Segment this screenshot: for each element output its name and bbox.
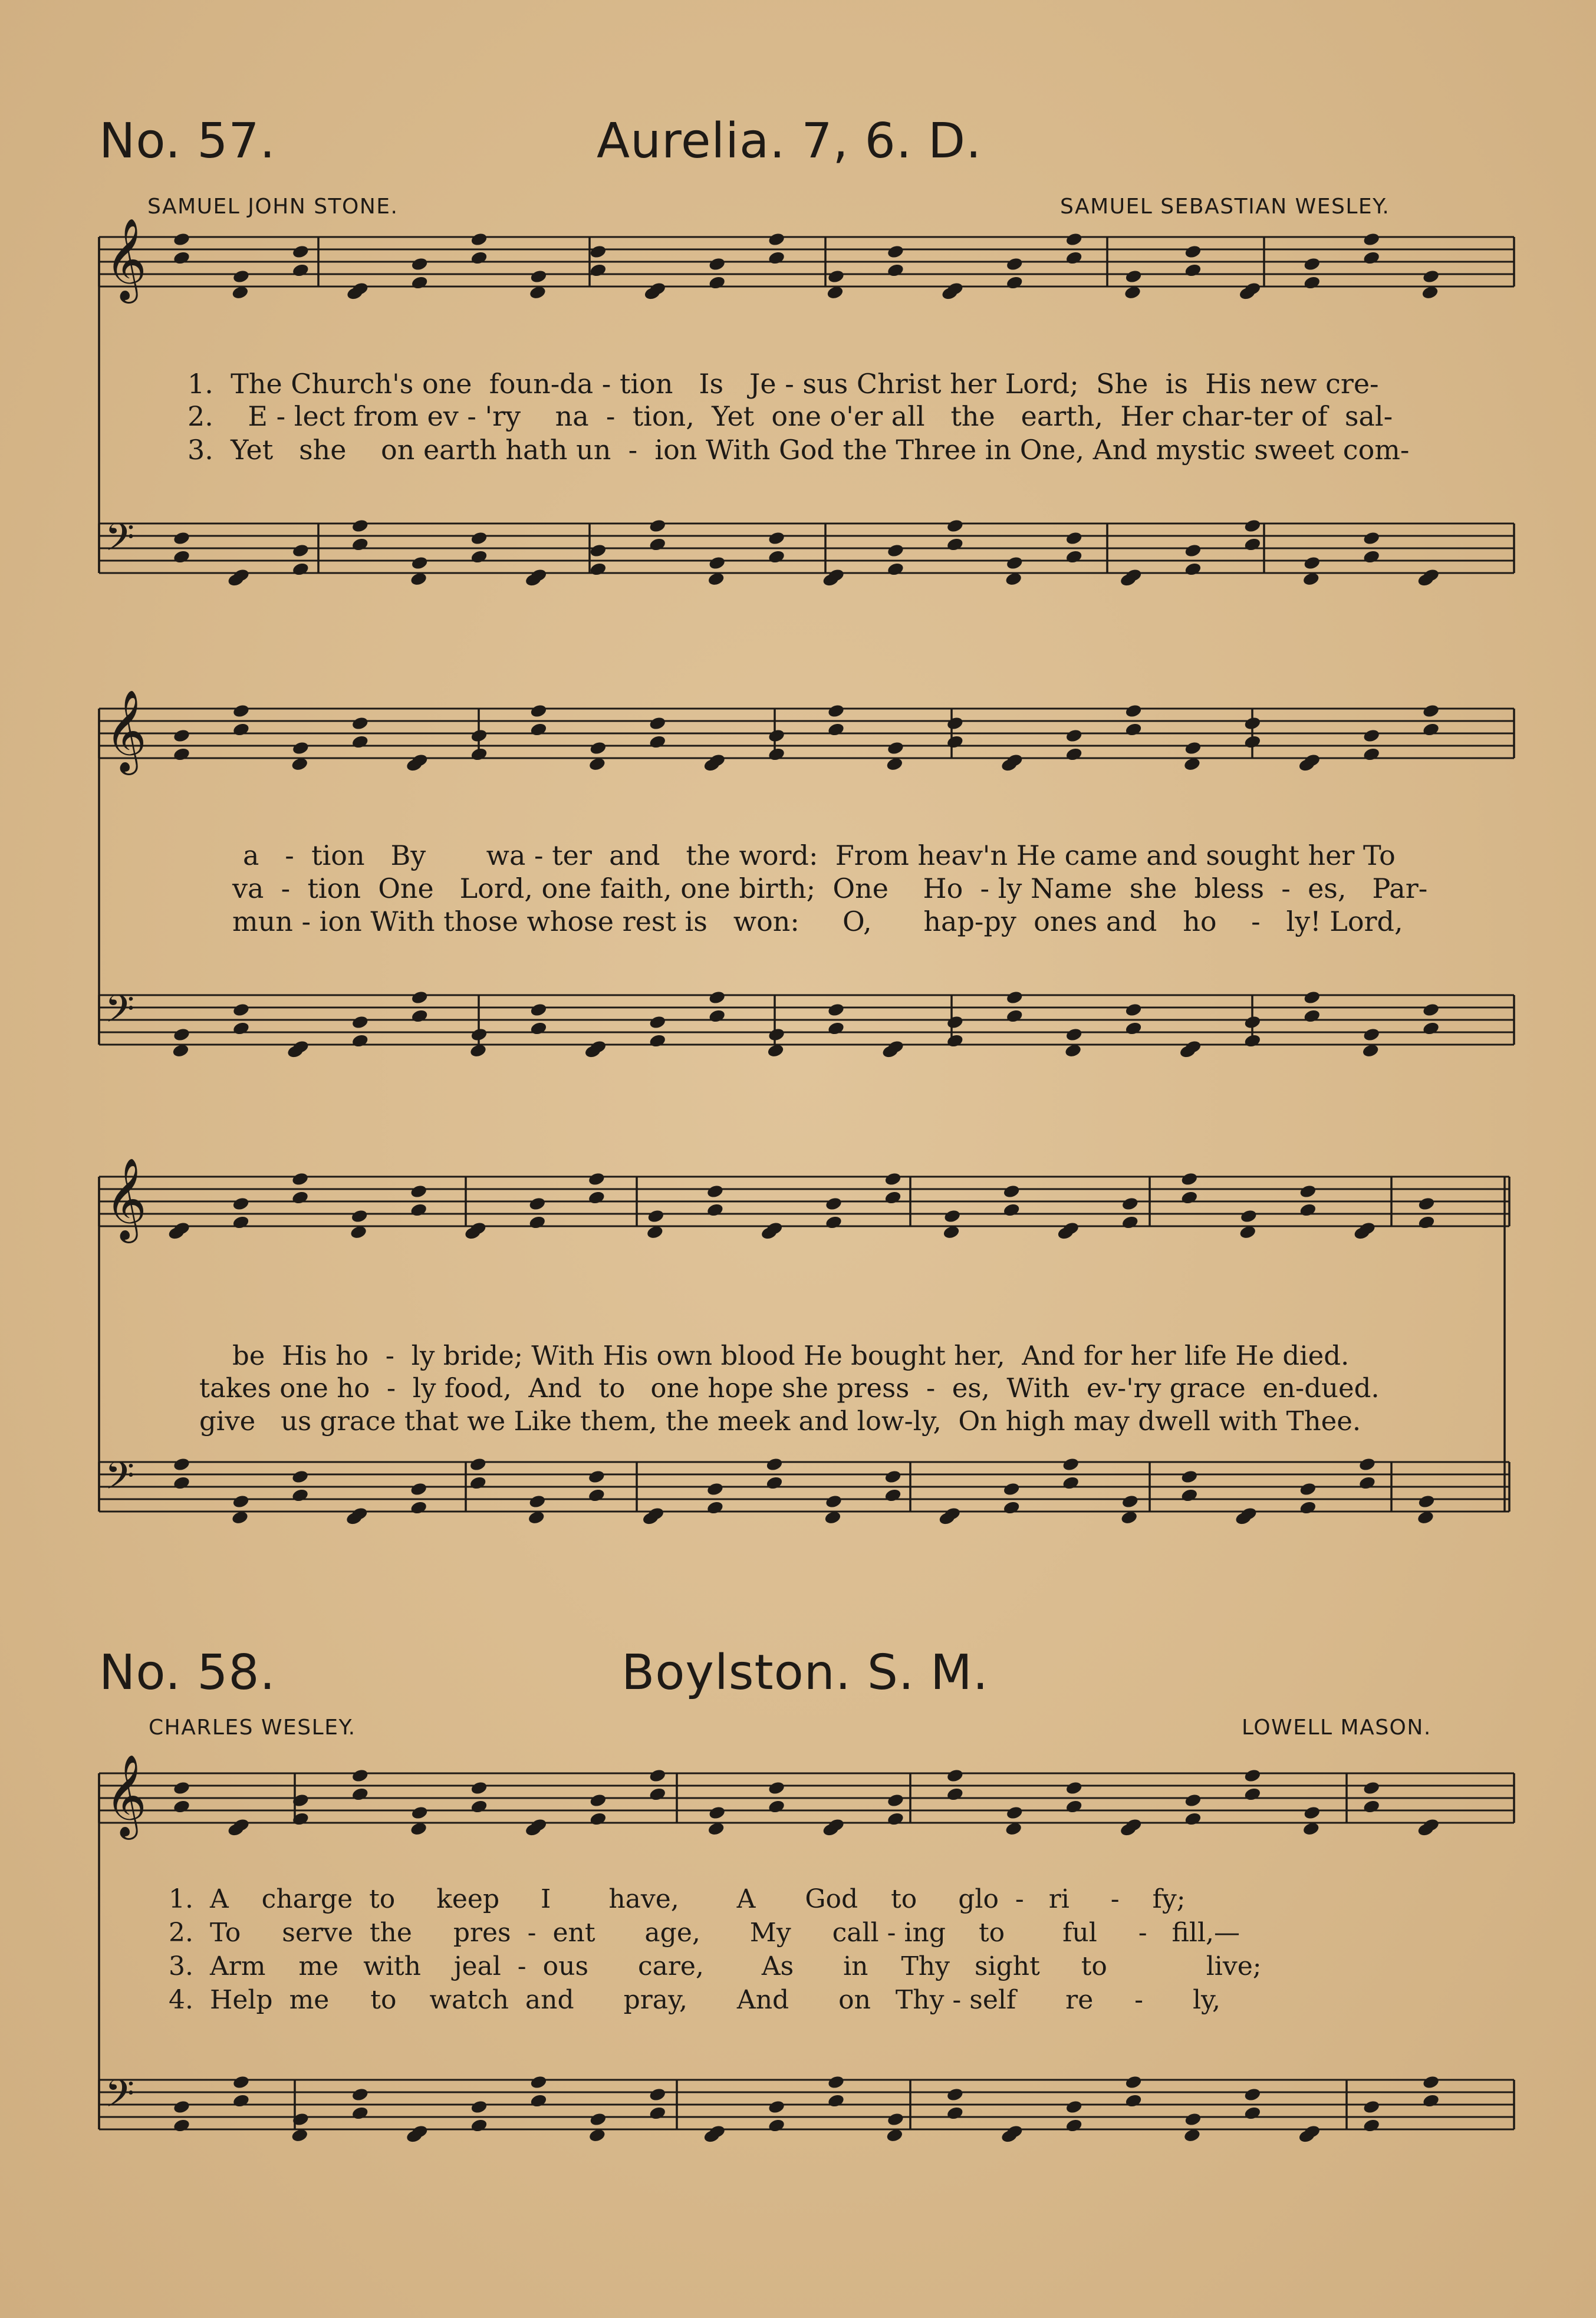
notehead: [1065, 549, 1083, 565]
hymn-57-system-1-verse-3: 3. Yet she on earth hath un - ion With God the Three in One, And mystic sweet com-: [187, 434, 1410, 466]
hymn-58-verse-3: 3. Arm me with jeal - ous care, As in Thy sight to live;: [169, 1951, 1262, 1981]
notehead: [232, 1215, 250, 1230]
notehead: [649, 537, 667, 552]
notehead: [708, 1805, 726, 1820]
notehead: [410, 1184, 428, 1199]
notehead: [1243, 537, 1262, 552]
notehead: [232, 1494, 250, 1509]
notehead: [1180, 1488, 1199, 1503]
hymn-58-verse-1: 1. A charge to keep I have, A God to glo - ri - fy;: [169, 1884, 1186, 1914]
notehead: [232, 1196, 250, 1211]
notehead: [946, 716, 965, 731]
notehead: [1363, 1027, 1381, 1042]
notehead: [649, 735, 667, 750]
notehead: [1299, 1203, 1317, 1218]
notehead: [708, 1009, 726, 1024]
notehead: [1243, 518, 1262, 534]
notehead: [291, 1171, 310, 1187]
notehead: [768, 728, 786, 743]
notehead: [1358, 1476, 1377, 1491]
notehead: [1005, 1009, 1024, 1024]
notehead: [1422, 269, 1440, 284]
notehead: [1062, 1476, 1080, 1491]
notehead: [827, 1021, 845, 1036]
notehead: [884, 1469, 902, 1484]
notehead: [649, 1033, 667, 1049]
notehead: [887, 740, 905, 756]
notehead: [768, 549, 786, 565]
notehead: [470, 1799, 488, 1815]
notehead: [649, 518, 667, 534]
notehead: [410, 256, 429, 272]
notehead: [232, 1002, 251, 1018]
bass-clef: 𝄢: [105, 1454, 135, 1507]
notehead: [768, 251, 786, 266]
notehead: [589, 543, 607, 558]
notehead: [173, 728, 191, 743]
notehead: [649, 2106, 667, 2121]
notehead: [768, 1780, 786, 1796]
hymn-58-composer: LOWELL MASON.: [1242, 1716, 1432, 1740]
notehead: [649, 1015, 667, 1030]
notehead: [350, 1209, 368, 1224]
notehead: [1065, 747, 1083, 762]
notehead: [708, 256, 726, 272]
notehead: [528, 1494, 547, 1509]
notehead: [1184, 562, 1202, 577]
notehead: [1005, 275, 1024, 291]
notehead: [1363, 251, 1381, 266]
notehead: [173, 1027, 191, 1042]
notehead: [887, 1793, 905, 1808]
notehead: [173, 747, 191, 762]
notehead: [232, 2093, 251, 2109]
treble-clef: 𝄞: [105, 218, 147, 300]
notehead: [1124, 2075, 1143, 2090]
notehead: [768, 232, 786, 247]
hymn-58-author: CHARLES WESLEY.: [149, 1716, 356, 1740]
notehead: [827, 722, 845, 737]
notehead: [1363, 728, 1381, 743]
notehead: [1243, 2106, 1262, 2121]
notehead: [768, 1027, 786, 1042]
notehead: [351, 1768, 369, 1783]
notehead: [291, 1190, 310, 1206]
notehead: [292, 562, 310, 577]
notehead: [887, 244, 905, 259]
notehead: [470, 2118, 488, 2133]
notehead: [825, 1215, 843, 1230]
notehead: [1184, 263, 1202, 278]
notehead: [765, 1476, 784, 1491]
notehead: [708, 275, 726, 291]
notehead: [1121, 1215, 1139, 1230]
notehead: [706, 1203, 725, 1218]
notehead: [887, 543, 905, 558]
notehead: [173, 1457, 191, 1472]
notehead: [589, 562, 607, 577]
notehead: [1002, 1481, 1021, 1497]
notehead: [1180, 1469, 1199, 1484]
notehead: [827, 2093, 845, 2109]
notehead: [1124, 722, 1143, 737]
notehead: [706, 1500, 725, 1516]
notehead: [1303, 275, 1321, 291]
notehead: [946, 1768, 965, 1783]
treble-clef: 𝄞: [105, 1158, 147, 1240]
notehead: [827, 703, 845, 719]
notehead: [410, 1203, 428, 1218]
notehead: [470, 531, 488, 546]
notehead: [1422, 1021, 1440, 1036]
notehead: [1243, 1787, 1262, 1802]
notehead: [529, 269, 548, 284]
notehead: [1363, 1799, 1381, 1815]
notehead: [827, 269, 845, 284]
notehead: [589, 1812, 607, 1827]
notehead: [232, 269, 251, 284]
notehead: [827, 2075, 845, 2090]
hymn-57-system-2-verse-1: a - tion By wa - ter and the word: From heav'n He came and sought her To: [243, 839, 1396, 871]
notehead: [1243, 735, 1262, 750]
notehead: [1124, 1021, 1143, 1036]
notehead: [470, 251, 488, 266]
notehead: [351, 2087, 369, 2102]
notehead: [232, 2075, 251, 2090]
hymn-57-system-1-verse-2: 2. E - lect from ev - 'ry na - tion, Yet one o'er all the earth, Her char-ter of sal-: [187, 400, 1393, 432]
bass-clef: 𝄢: [105, 2072, 135, 2125]
notehead: [946, 2106, 965, 2121]
notehead: [173, 531, 191, 546]
notehead: [1065, 1027, 1083, 1042]
notehead: [470, 728, 488, 743]
notehead: [529, 2093, 548, 2109]
notehead: [946, 1787, 965, 1802]
notehead: [1184, 244, 1202, 259]
notehead: [470, 1780, 488, 1796]
notehead: [1363, 232, 1381, 247]
notehead: [1124, 703, 1143, 719]
notehead: [588, 1171, 606, 1187]
notehead: [825, 1494, 843, 1509]
notehead: [706, 1184, 725, 1199]
notehead: [1124, 2093, 1143, 2109]
notehead: [706, 1481, 725, 1497]
notehead: [1124, 269, 1143, 284]
notehead: [589, 244, 607, 259]
notehead: [528, 1196, 547, 1211]
treble-clef: 𝄞: [105, 690, 147, 772]
notehead: [649, 1787, 667, 1802]
notehead: [1121, 1494, 1139, 1509]
hymn-58-verse-4: 4. Help me to watch and pray, And on Thy - self re - ly,: [169, 1985, 1221, 2015]
notehead: [351, 716, 369, 731]
notehead: [768, 747, 786, 762]
notehead: [1422, 2093, 1440, 2109]
notehead: [588, 1469, 606, 1484]
notehead: [1422, 1002, 1440, 1018]
notehead: [946, 1015, 965, 1030]
notehead: [1422, 703, 1440, 719]
notehead: [1002, 1184, 1021, 1199]
notehead: [946, 1033, 965, 1049]
bass-clef: 𝄢: [105, 987, 135, 1041]
notehead: [1065, 2118, 1083, 2133]
notehead: [1243, 1768, 1262, 1783]
notehead: [1065, 2099, 1083, 2115]
notehead: [173, 1476, 191, 1491]
notehead: [887, 2112, 905, 2127]
notehead: [351, 537, 369, 552]
notehead: [173, 2099, 191, 2115]
notehead: [351, 1015, 369, 1030]
notehead: [1303, 1805, 1321, 1820]
hymn-57-system-2-verse-2: va - tion One Lord, one faith, one birth; One Ho - ly Name she bless - es, Par-: [232, 872, 1428, 904]
notehead: [1422, 722, 1440, 737]
notehead: [1065, 251, 1083, 266]
notehead: [232, 722, 251, 737]
notehead: [1180, 1171, 1199, 1187]
notehead: [1363, 2118, 1381, 2133]
hymn-58-tune-title: Boylston. S. M.: [621, 1645, 989, 1701]
notehead: [173, 2118, 191, 2133]
notehead: [887, 562, 905, 577]
notehead: [1422, 2075, 1440, 2090]
notehead: [708, 555, 726, 571]
notehead: [351, 735, 369, 750]
notehead: [1358, 1457, 1377, 1472]
notehead: [708, 990, 726, 1005]
notehead: [529, 2075, 548, 2090]
notehead: [351, 518, 369, 534]
notehead: [884, 1488, 902, 1503]
notehead: [887, 1812, 905, 1827]
notehead: [1303, 1009, 1321, 1024]
hymn-57-system-3-verse-2: takes one ho - ly food, And to one hope she press - es, With ev-'ry grace en-dued.: [199, 1372, 1380, 1404]
notehead: [649, 1768, 667, 1783]
notehead: [173, 549, 191, 565]
notehead: [1243, 2087, 1262, 2102]
notehead: [649, 2087, 667, 2102]
bass-clef: 𝄢: [105, 516, 135, 569]
notehead: [1002, 1500, 1021, 1516]
notehead: [1005, 256, 1024, 272]
notehead: [1299, 1184, 1317, 1199]
notehead: [1065, 232, 1083, 247]
notehead: [173, 251, 191, 266]
hymn-57-system-1-verse-1: 1. The Church's one foun-da - tion Is Je - sus Christ her Lord; She is His new cre-: [187, 368, 1379, 400]
notehead: [1005, 990, 1024, 1005]
notehead: [768, 531, 786, 546]
notehead: [291, 1469, 310, 1484]
hymn-57-system-3-verse-1: be His ho - ly bride; With His own blood He bought her, And for her life He died.: [232, 1340, 1350, 1371]
notehead: [1363, 2099, 1381, 2115]
notehead: [410, 1500, 428, 1516]
notehead: [1303, 555, 1321, 571]
notehead: [232, 1021, 251, 1036]
notehead: [292, 740, 310, 756]
notehead: [173, 1780, 191, 1796]
notehead: [768, 2118, 786, 2133]
notehead: [1121, 1196, 1139, 1211]
notehead: [1299, 1500, 1317, 1516]
notehead: [351, 1033, 369, 1049]
notehead: [292, 263, 310, 278]
hymn-57-tune-title: Aurelia. 7, 6. D.: [597, 113, 982, 169]
notehead: [1417, 1215, 1436, 1230]
notehead: [589, 2112, 607, 2127]
notehead: [827, 1002, 845, 1018]
notehead: [1065, 531, 1083, 546]
notehead: [1240, 1209, 1258, 1224]
notehead: [647, 1209, 665, 1224]
notehead: [470, 747, 488, 762]
notehead: [946, 537, 965, 552]
notehead: [1184, 1793, 1202, 1808]
notehead: [1184, 740, 1202, 756]
notehead: [946, 2087, 965, 2102]
notehead: [232, 703, 251, 719]
notehead: [1243, 716, 1262, 731]
notehead: [588, 1488, 606, 1503]
notehead: [529, 703, 548, 719]
notehead: [410, 555, 429, 571]
notehead: [1363, 531, 1381, 546]
notehead: [529, 722, 548, 737]
notehead: [1002, 1203, 1021, 1218]
notehead: [1417, 1196, 1436, 1211]
notehead: [1062, 1457, 1080, 1472]
notehead: [528, 1215, 547, 1230]
hymn-57-system-2-verse-3: mun - ion With those whose rest is won: O, hap-py ones and ho - ly! Lord,: [232, 906, 1403, 937]
notehead: [946, 735, 965, 750]
notehead: [291, 1488, 310, 1503]
notehead: [410, 1805, 429, 1820]
notehead: [1243, 1015, 1262, 1030]
notehead: [173, 1799, 191, 1815]
notehead: [470, 232, 488, 247]
notehead: [588, 1190, 606, 1206]
hymn-58-number: No. 58.: [99, 1645, 276, 1701]
notehead: [1243, 1033, 1262, 1049]
notehead: [589, 1793, 607, 1808]
notehead: [649, 716, 667, 731]
notehead: [173, 232, 191, 247]
notehead: [765, 1457, 784, 1472]
notehead: [1303, 256, 1321, 272]
notehead: [1124, 1002, 1143, 1018]
notehead: [529, 1002, 548, 1018]
notehead: [1363, 1780, 1381, 1796]
notehead: [292, 543, 310, 558]
notehead: [1184, 2112, 1202, 2127]
notehead: [1184, 1812, 1202, 1827]
notehead: [1065, 728, 1083, 743]
notehead: [469, 1457, 487, 1472]
notehead: [410, 990, 429, 1005]
notehead: [946, 518, 965, 534]
notehead: [410, 1481, 428, 1497]
notehead: [768, 2099, 786, 2115]
notehead: [1299, 1481, 1317, 1497]
notehead: [768, 1799, 786, 1815]
notehead: [1005, 555, 1024, 571]
notehead: [1005, 1805, 1024, 1820]
notehead: [410, 275, 429, 291]
treble-clef: 𝄞: [105, 1754, 147, 1836]
hymn-57-number: No. 57.: [99, 113, 276, 169]
notehead: [825, 1196, 843, 1211]
notehead: [1180, 1190, 1199, 1206]
notehead: [1303, 990, 1321, 1005]
notehead: [292, 244, 310, 259]
notehead: [1184, 543, 1202, 558]
notehead: [1065, 1799, 1083, 1815]
notehead: [470, 1027, 488, 1042]
notehead: [351, 1787, 369, 1802]
notehead: [410, 1009, 429, 1024]
notehead: [943, 1209, 962, 1224]
hymn-57-author: SAMUEL JOHN STONE.: [147, 195, 399, 219]
notehead: [589, 263, 607, 278]
notehead: [469, 1476, 487, 1491]
notehead: [887, 263, 905, 278]
notehead: [1363, 549, 1381, 565]
notehead: [529, 1021, 548, 1036]
hymn-58-verse-2: 2. To serve the pres - ent age, My call - ing to ful - fill,—: [169, 1918, 1240, 1948]
notehead: [589, 740, 607, 756]
notehead: [351, 2106, 369, 2121]
notehead: [1065, 1780, 1083, 1796]
hymn-57-system-3-verse-3: give us grace that we Like them, the meek and low-ly, On high may dwell with Thee.: [199, 1405, 1361, 1437]
notehead: [470, 2099, 488, 2115]
notehead: [470, 549, 488, 565]
notehead: [1363, 747, 1381, 762]
notehead: [884, 1190, 902, 1206]
notehead: [1417, 1494, 1436, 1509]
notehead: [884, 1171, 902, 1187]
hymn-57-composer: SAMUEL SEBASTIAN WESLEY.: [1060, 195, 1390, 219]
